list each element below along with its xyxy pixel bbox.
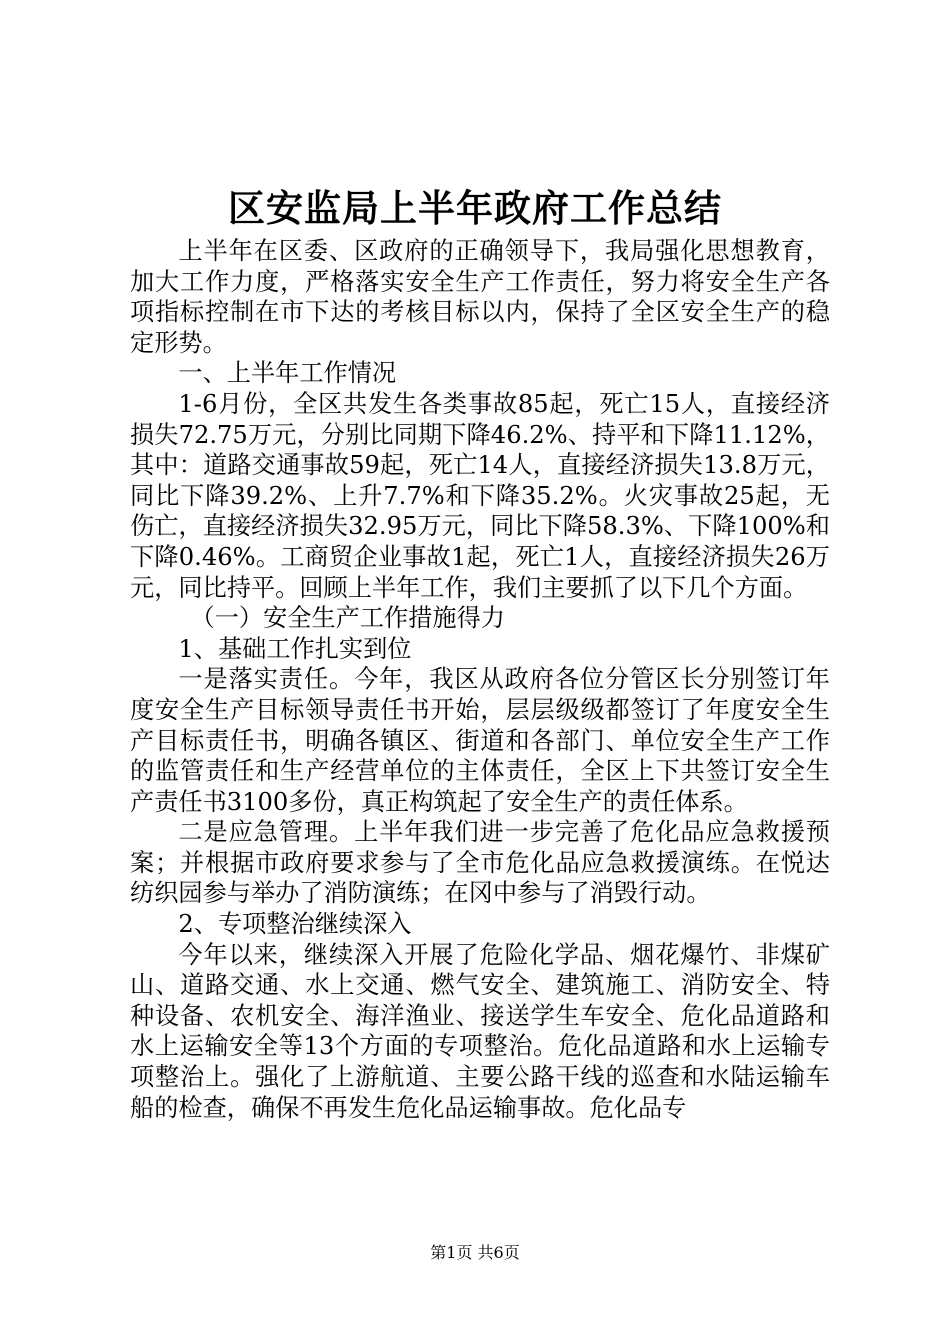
responsibility-paragraph: 一是落实责任。今年，我区从政府各位分管区长分别签订年度安全生产目标领导责任书开始，层层级级都签订了年度安全生产目标责任书，明确各镇区、街道和各部门、单位安全生产工作的监管责任和生产经营单位的主体责任，全区上下共签订安全生产责任书3100多份，真正构筑起了安全生产的责任体系。 [130,665,830,816]
subsection-heading-measures: （一）安全生产工作措施得力 [190,604,505,633]
document-body [130,236,830,1123]
item-heading-basic-work: 1、基础工作扎实到位 [178,634,412,663]
section-heading-work-status: 一、上半年工作情况 [178,359,397,388]
intro-paragraph: 上半年在区委、区政府的正确领导下，我局强化思想教育，加大工作力度，严格落实安全生产工作责任，努力将安全生产各项指标控制在市下达的考核目标以内，保持了全区安全生产的稳定形势。 [130,237,830,357]
special-rectification-paragraph: 今年以来，继续深入开展了危险化学品、烟花爆竹、非煤矿山、道路交通、水上交通、燃气安全、建筑施工、消防安全、特种设备、农机安全、海洋渔业、接送学生车安全、危化品道路和水上运输安全等13个方面的专项整治。危化品道路和水上运输专项整治上。强化了上游航道、主要公路干线的巡查和水陆运输车船的检查，确保不再发生危化品运输事故。危化品专 [130,940,830,1122]
page-number-footer: 第1页 共6页 [430,1243,520,1262]
emergency-management-paragraph: 二是应急管理。上半年我们进一步完善了危化品应急救援预案；并根据市政府要求参与了全市危化品应急救援演练。在悦达纺织园参与举办了消防演练；在冈中参与了消毁行动。 [130,818,830,908]
item-heading-special-rectification: 2、专项整治继续深入 [178,910,412,939]
document-title: 区安监局上半年政府工作总结 [228,186,722,230]
accident-statistics-paragraph: 1-6月份，全区共发生各类事故85起，死亡15人，直接经济损失72.75万元，分别比同期下降46.2%、持平和下降11.12%，其中：道路交通事故59起，死亡14人，直接经济损失13.8万元，同比下降39.2%、上升7.7%和下降35.2%。火灾事故25起，无伤亡，直接经济损失32.95万元，同比下降58.3%、下降100%和下降0.46%。工商贸企业事故1起，死亡1人，直接经济损失26万元，同比持平。回顾上半年工作，我们主要抓了以下几个方面。 [130,389,830,602]
